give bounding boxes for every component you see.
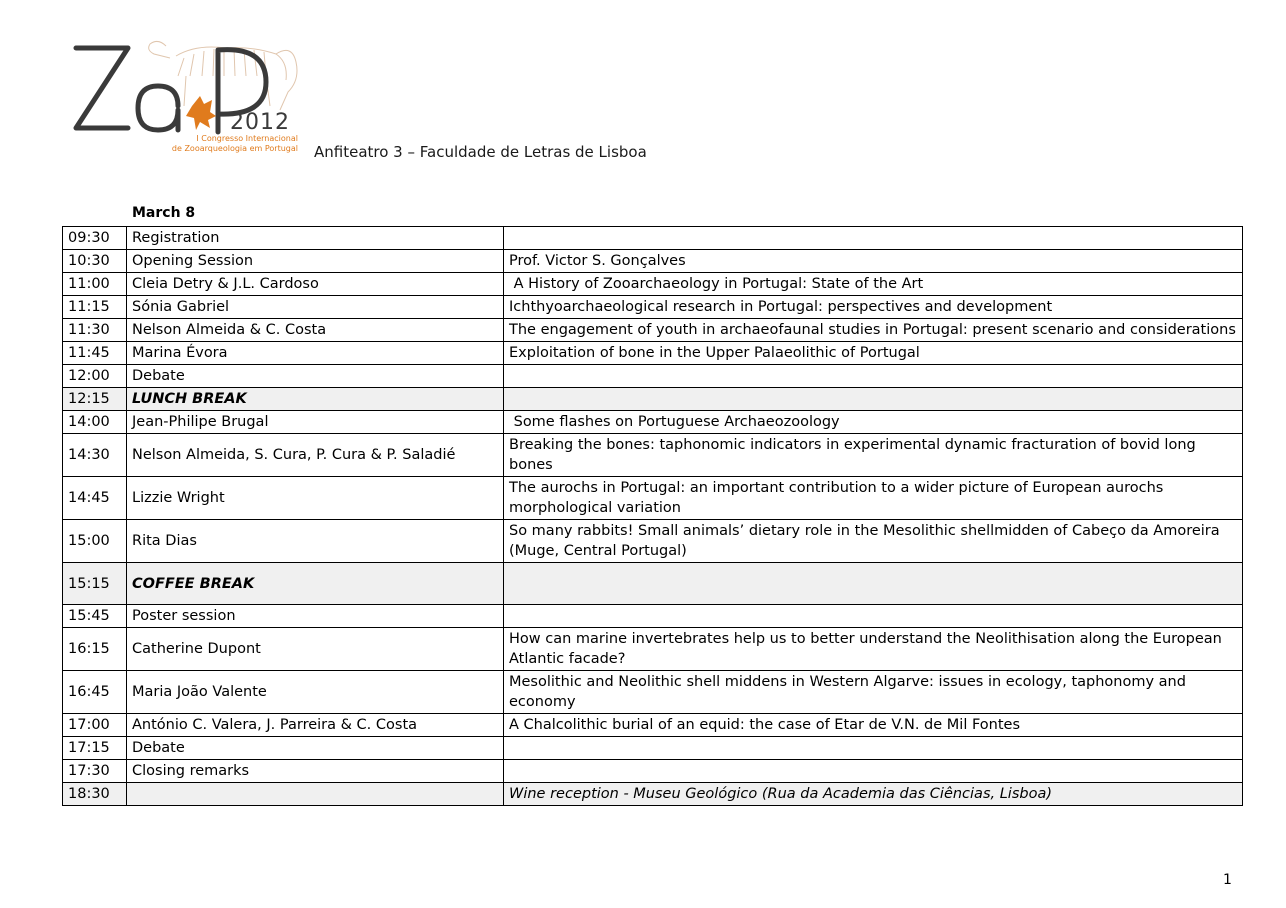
time-cell: 15:15 <box>63 563 127 605</box>
speaker-cell: Closing remarks <box>127 760 504 783</box>
title-cell <box>504 388 1243 411</box>
schedule-row <box>63 273 1243 296</box>
time-cell: 11:00 <box>63 273 127 296</box>
time-cell: 11:45 <box>63 342 127 365</box>
time-cell: 11:15 <box>63 296 127 319</box>
day-label: March 8 <box>132 205 196 221</box>
speaker-cell: Debate <box>127 737 504 760</box>
time-cell: 16:15 <box>63 628 127 671</box>
schedule-table <box>62 226 1243 806</box>
title-cell <box>504 737 1243 760</box>
title-cell: Mesolithic and Neolithic shell middens in Western Algarve: issues in ecology, taphonomy and economy <box>504 671 1243 714</box>
time-cell: 15:00 <box>63 520 127 563</box>
schedule-row <box>63 671 1243 714</box>
schedule-row <box>63 714 1243 737</box>
title-cell: Some flashes on Portuguese Archaeozoology <box>504 411 1243 434</box>
schedule-row <box>63 227 1243 250</box>
speaker-cell: Registration <box>127 227 504 250</box>
schedule-body <box>63 227 1243 806</box>
time-cell: 17:00 <box>63 714 127 737</box>
speaker-cell: Marina Évora <box>127 342 504 365</box>
speaker-cell: Sónia Gabriel <box>127 296 504 319</box>
time-cell: 11:30 <box>63 319 127 342</box>
venue-heading: Anfiteatro 3 – Faculdade de Letras de Lisboa <box>314 143 647 161</box>
speaker-cell: COFFEE BREAK <box>127 563 504 605</box>
schedule-row <box>63 319 1243 342</box>
schedule-row <box>63 605 1243 628</box>
time-cell: 15:45 <box>63 605 127 628</box>
fox-accent-icon <box>186 96 216 130</box>
schedule-row <box>63 250 1243 273</box>
title-cell: A History of Zooarchaeology in Portugal: State of the Art <box>504 273 1243 296</box>
conference-logo <box>66 36 302 160</box>
schedule-row <box>63 411 1243 434</box>
schedule-row <box>63 760 1243 783</box>
speaker-cell: Jean-Philipe Brugal <box>127 411 504 434</box>
schedule-row <box>63 628 1243 671</box>
schedule-row <box>63 520 1243 563</box>
time-cell: 12:00 <box>63 365 127 388</box>
title-cell: Exploitation of bone in the Upper Palaeolithic of Portugal <box>504 342 1243 365</box>
speaker-cell <box>127 783 504 806</box>
time-cell: 14:45 <box>63 477 127 520</box>
title-cell: Wine reception - Museu Geológico (Rua da Academia das Ciências, Lisboa) <box>504 783 1243 806</box>
title-cell: Breaking the bones: taphonomic indicators in experimental dynamic fracturation of bovid long bones <box>504 434 1243 477</box>
speaker-cell: Lizzie Wright <box>127 477 504 520</box>
time-cell: 14:30 <box>63 434 127 477</box>
schedule-row <box>63 296 1243 319</box>
reception-row <box>63 783 1243 806</box>
schedule-row <box>63 342 1243 365</box>
time-cell: 18:30 <box>63 783 127 806</box>
time-cell: 16:45 <box>63 671 127 714</box>
speaker-cell: Cleia Detry & J.L. Cardoso <box>127 273 504 296</box>
speaker-cell: LUNCH BREAK <box>127 388 504 411</box>
schedule-row <box>63 434 1243 477</box>
speaker-cell: Rita Dias <box>127 520 504 563</box>
time-cell: 10:30 <box>63 250 127 273</box>
time-cell: 17:30 <box>63 760 127 783</box>
page-number: 1 <box>1223 872 1232 888</box>
title-cell: How can marine invertebrates help us to better understand the Neolithisation along the European Atlantic facade? <box>504 628 1243 671</box>
title-cell <box>504 563 1243 605</box>
logo-subtitle-line1: I Congresso Internacional <box>196 134 298 143</box>
title-cell: The engagement of youth in archaeofaunal studies in Portugal: present scenario and considerations <box>504 319 1243 342</box>
time-cell: 17:15 <box>63 737 127 760</box>
schedule-row <box>63 737 1243 760</box>
break-row <box>63 563 1243 605</box>
schedule-row <box>63 477 1243 520</box>
title-cell: A Chalcolithic burial of an equid: the case of Etar de V.N. de Mil Fontes <box>504 714 1243 737</box>
speaker-cell: Maria João Valente <box>127 671 504 714</box>
speaker-cell: Nelson Almeida & C. Costa <box>127 319 504 342</box>
speaker-cell: Opening Session <box>127 250 504 273</box>
logo-subtitle-line2: de Zooarqueologia em Portugal <box>171 144 298 153</box>
title-cell <box>504 760 1243 783</box>
title-cell: Prof. Victor S. Gonçalves <box>504 250 1243 273</box>
title-cell <box>504 605 1243 628</box>
title-cell: So many rabbits! Small animals’ dietary role in the Mesolithic shellmidden of Cabeço da Amoreira (Muge, Central Portugal) <box>504 520 1243 563</box>
logo-year: 2012 <box>230 110 290 135</box>
speaker-cell: Catherine Dupont <box>127 628 504 671</box>
time-cell: 14:00 <box>63 411 127 434</box>
speaker-cell: António C. Valera, J. Parreira & C. Costa <box>127 714 504 737</box>
title-cell: Ichthyoarchaeological research in Portugal: perspectives and development <box>504 296 1243 319</box>
break-row <box>63 388 1243 411</box>
schedule-row <box>63 365 1243 388</box>
speaker-cell: Debate <box>127 365 504 388</box>
speaker-cell: Poster session <box>127 605 504 628</box>
title-cell <box>504 227 1243 250</box>
title-cell: The aurochs in Portugal: an important contribution to a wider picture of European aurochs morphological variation <box>504 477 1243 520</box>
title-cell <box>504 365 1243 388</box>
time-cell: 09:30 <box>63 227 127 250</box>
speaker-cell: Nelson Almeida, S. Cura, P. Cura & P. Saladié <box>127 434 504 477</box>
time-cell: 12:15 <box>63 388 127 411</box>
